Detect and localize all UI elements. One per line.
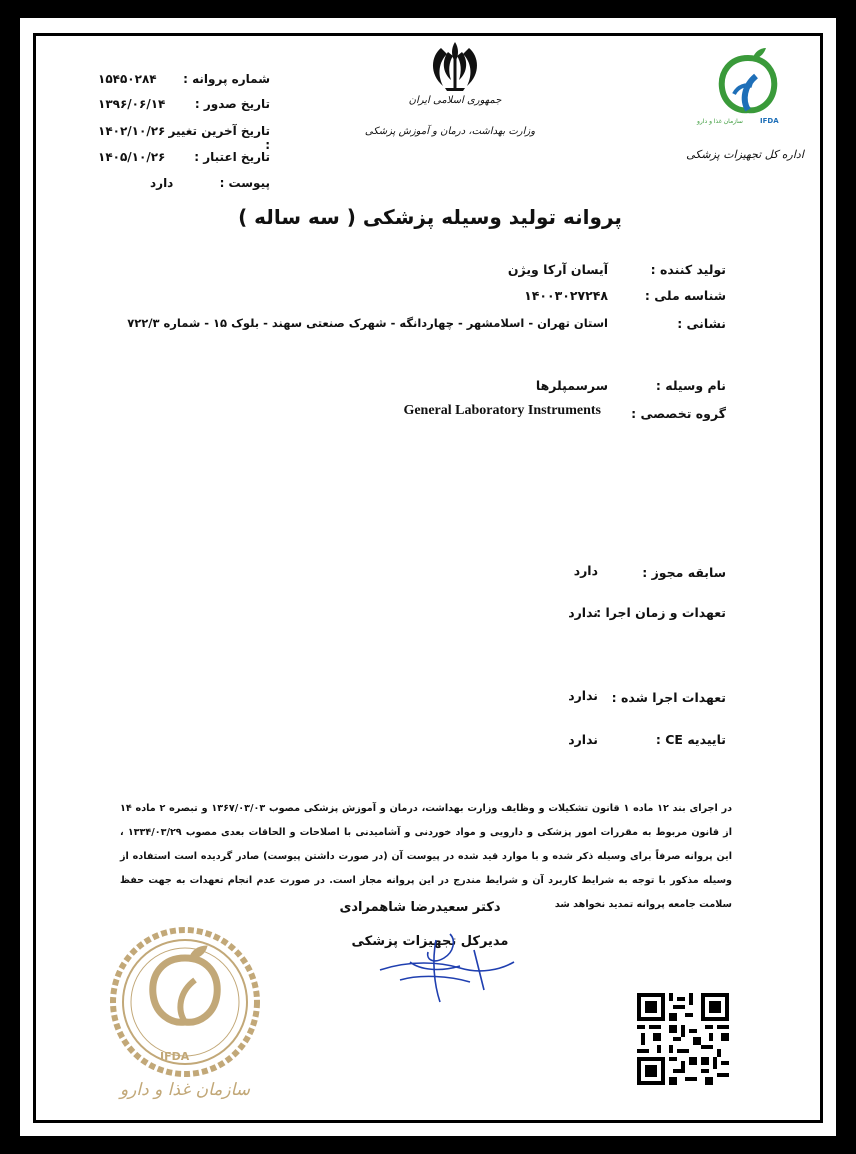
national-id-label: شناسه ملی :	[644, 288, 726, 303]
national-id-value: ۱۴۰۰۳۰۲۷۲۴۸	[524, 288, 608, 303]
qr-code-icon	[637, 993, 729, 1085]
signatory-name: دکتر سعیدرضا شاهمرادی	[339, 900, 501, 915]
meta-attachment-value: دارد	[150, 176, 174, 190]
license-history-value: دارد	[573, 563, 598, 578]
address-label: نشانی :	[677, 316, 726, 331]
meta-last-change-value: ۱۴۰۲/۱۰/۲۶	[98, 124, 166, 138]
emblem-line2: وزارت بهداشت، درمان و آموزش پزشکی	[364, 126, 536, 137]
signature-icon	[370, 920, 520, 1010]
seal-caption: سازمان غذا و دارو	[119, 1080, 251, 1100]
logo-small-text: سازمان غذا و دارو	[697, 118, 743, 125]
meta-issue-date-label: تاریخ صدور :	[194, 97, 270, 111]
emblem-line1: جمهوری اسلامی ایران	[408, 95, 502, 106]
ce-label: تاییدیه CE :	[655, 732, 726, 747]
device-name-label: نام وسیله :	[655, 378, 726, 393]
device-group-value: General Laboratory Instruments	[403, 403, 601, 418]
meta-issue-date-value: ۱۳۹۶/۰۶/۱۴	[98, 97, 166, 111]
meta-validity-value: ۱۴۰۵/۱۰/۲۶	[98, 150, 166, 164]
ifda-logo-icon	[712, 42, 784, 120]
meta-validity-label: تاریخ اعتبار :	[194, 150, 270, 164]
device-name-value: سرسمپلرها	[535, 378, 608, 393]
meta-last-change-label: تاریخ آخرین تغییر :	[168, 124, 270, 152]
logo-caption: اداره کل تجهیزات پزشکی	[686, 148, 804, 161]
obligations-value: ندارد	[568, 605, 598, 620]
executed-label: تعهدات اجرا شده :	[611, 690, 726, 705]
signatory-position: مدیرکل تجهیزات پزشکی	[351, 934, 509, 949]
executed-value: ندارد	[568, 688, 598, 703]
document-title: پروانه تولید وسیله پزشکی ( سه ساله )	[238, 205, 622, 229]
meta-license-number-label: شماره پروانه :	[183, 72, 270, 86]
obligations-label: تعهدات و زمان اجرا :	[596, 605, 726, 620]
address-value: استان تهران - اسلامشهر - چهاردانگه - شهرک صنعتی سهند - بلوک ۱۵ - شماره ۷۲۲/۳	[127, 316, 608, 330]
logo-badge: IFDA	[760, 117, 779, 125]
producer-value: آیسان آرکا ویژن	[507, 262, 608, 277]
producer-label: تولید کننده :	[650, 262, 726, 277]
legal-notice: در اجرای بند ۱۲ ماده ۱ قانون تشکیلات و وظایف وزارت بهداشت، درمان و آموزش پزشکی مصوب ۱۳۶۷/۰۳/۰۳ و تبصره ۲ ماده ۱۴ از قانون مربوط به مقررات امور پزشکی و دارویی و مواد خوردنی و آشامیدنی با اصلاحات و الحاقات بعدی مصوب ۱۳۳۴/۰۳/۲۹ ، این پروانه صرفاً برای وسیله ذکر شده و با موارد قید شده در پیوست آن (در صورت داشتن پیوست) صادر گردیده است استفاده از وسیله مذکور با توجه به شرایط کاربرد آن و شرایط مندرج در این پروانه مجاز است. در صورت عدم انجام تعهدات به جهت حفظ سلامت جامعه پروانه تمدید نخواهد شد	[120, 803, 733, 910]
device-group-label: گروه تخصصی :	[631, 406, 726, 421]
seal-badge: IFDA	[160, 1050, 190, 1063]
emblem-icon	[415, 38, 495, 94]
meta-attachment-label: پیوست :	[219, 176, 270, 190]
ce-value: ندارد	[568, 732, 598, 747]
meta-license-number-value: ۱۵۴۵۰۲۸۴	[98, 72, 157, 86]
license-history-label: سابقه مجوز :	[642, 565, 726, 580]
